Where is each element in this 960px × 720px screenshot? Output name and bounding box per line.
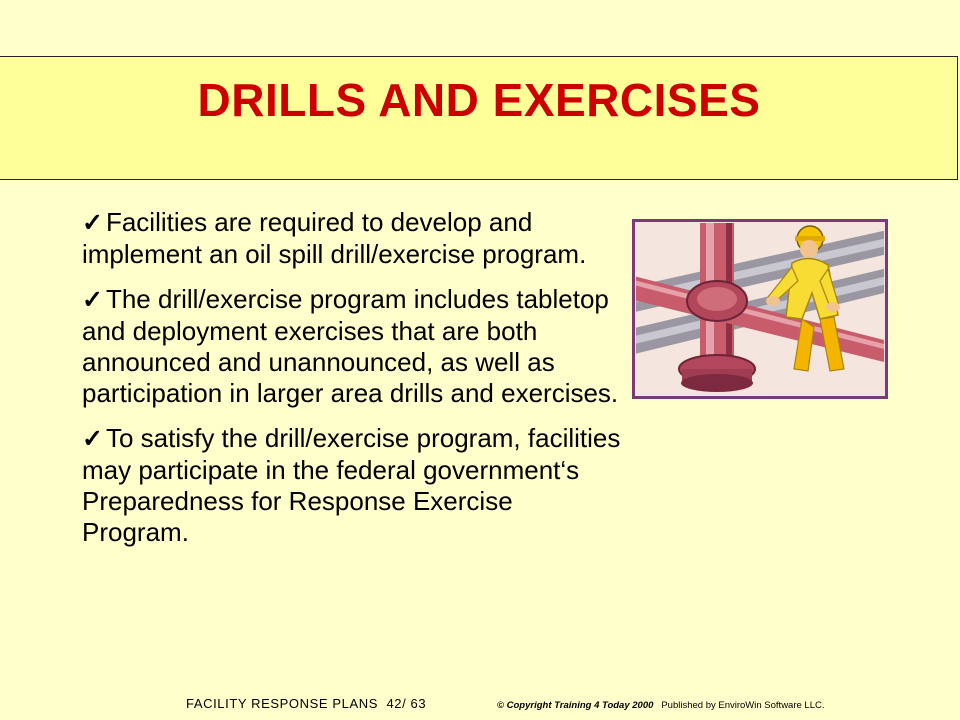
- footer-publisher: Published by EnviroWin Software LLC.: [661, 700, 825, 711]
- footer-credits: [497, 700, 825, 711]
- bullet-item: [82, 207, 622, 270]
- footer-copyright: © Copyright Training 4 Today 2000: [497, 700, 654, 711]
- bullet-text: Facilities are required to develop and implement an oil spill drill/exercise program.: [82, 207, 587, 269]
- bullet-item: [82, 284, 622, 409]
- footer-section: [186, 696, 426, 711]
- bullet-text: The drill/exercise program includes tabletop and deployment exercises that are both announced and unannounced, as well as participation in larger area drills and exercises.: [82, 284, 619, 408]
- slide-title: DRILLS AND EXERCISES: [197, 74, 761, 126]
- check-mark-icon: ✓: [82, 209, 103, 237]
- bullet-list: [82, 207, 622, 562]
- bullet-item: [82, 423, 622, 548]
- footer-page-number: 42/ 63: [386, 696, 427, 711]
- check-mark-icon: ✓: [82, 286, 103, 314]
- footer-section-title: FACILITY RESPONSE PLANS: [186, 696, 379, 711]
- worker-at-pipeline-clipart: [632, 219, 888, 399]
- check-mark-icon: ✓: [82, 425, 103, 453]
- bullet-text: To satisfy the drill/exercise program, facilities may participate in the federal government‘s Preparedness for Response Exercise Program.: [82, 423, 621, 547]
